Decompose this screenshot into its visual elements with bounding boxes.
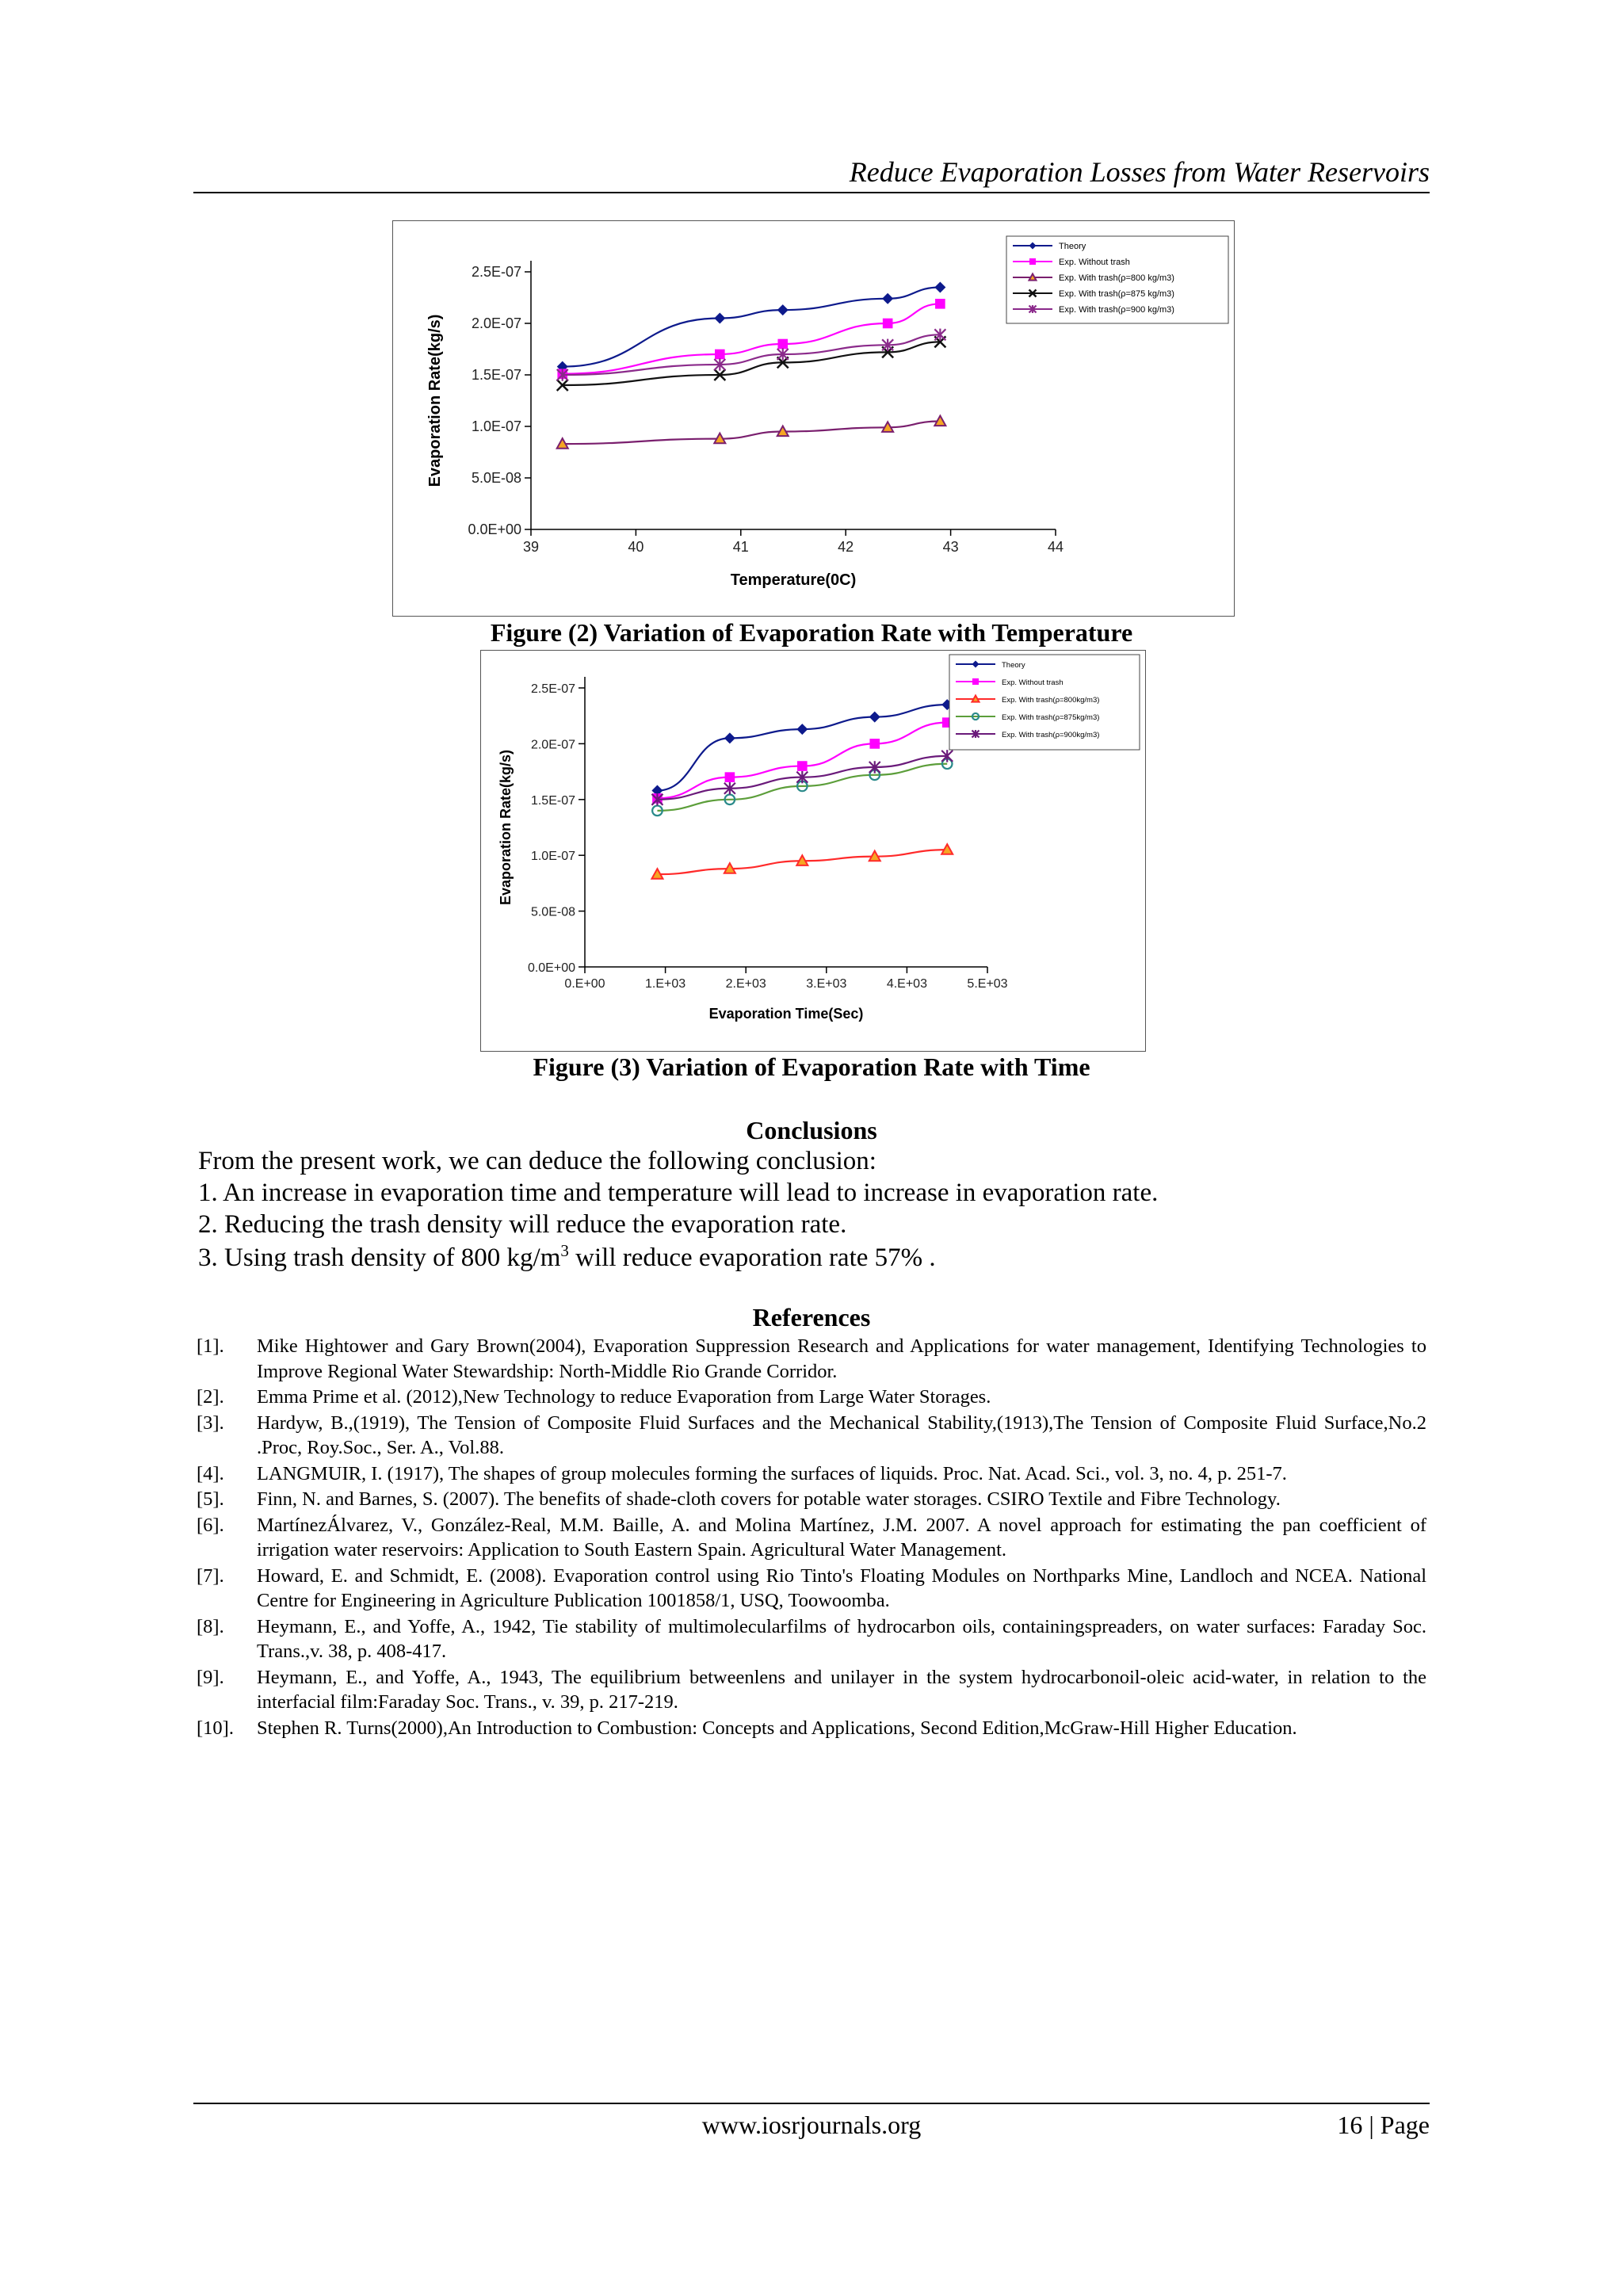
legend-label: Theory bbox=[1002, 661, 1025, 670]
reference-item bbox=[197, 1564, 1426, 1614]
y-tick-label: 2.5E-07 bbox=[471, 264, 521, 280]
reference-number: [8]. bbox=[197, 1615, 224, 1637]
legend-label: Theory bbox=[1059, 242, 1086, 251]
reference-item bbox=[197, 1614, 1426, 1664]
reference-item bbox=[197, 1487, 1426, 1512]
legend-marker bbox=[1029, 258, 1036, 265]
reference-item bbox=[197, 1716, 1426, 1741]
y-tick-label: 2.5E-07 bbox=[530, 682, 575, 696]
data-point bbox=[883, 319, 893, 329]
references-list bbox=[197, 1334, 1426, 1741]
header-rule bbox=[193, 192, 1430, 193]
legend-label: Exp. With trash(ρ=800kg/m3) bbox=[1002, 696, 1100, 705]
reference-number: [10]. bbox=[197, 1717, 234, 1739]
y-axis-label: Evaporation Rate(kg/s) bbox=[426, 314, 444, 487]
reference-number: [1]. bbox=[197, 1335, 224, 1357]
reference-text: Emma Prime et al. (2012),New Technology to reduce Evaporation from Large Water Storages. bbox=[257, 1386, 991, 1408]
x-tick-label: 4.E+03 bbox=[886, 977, 927, 991]
conclusion-item-3 bbox=[198, 1241, 936, 1273]
reference-number: [6]. bbox=[197, 1514, 224, 1536]
y-tick-label: 2.0E-07 bbox=[471, 315, 521, 331]
figure-2-caption: Figure (2) Variation of Evaporation Rate with Temperature bbox=[490, 618, 1133, 647]
figure-3-frame bbox=[480, 650, 1146, 1052]
data-point bbox=[869, 739, 880, 749]
data-point bbox=[725, 772, 735, 782]
x-tick-label: 40 bbox=[628, 539, 644, 555]
reference-text: Mike Hightower and Gary Brown(2004), Evaporation Suppression Research and Applications for water management, Identifying Technologies to Improve Regional Water Stewardship: North-Middle Rio Grande Corridor. bbox=[257, 1335, 1426, 1382]
legend-label: Exp. With trash(ρ=900kg/m3) bbox=[1002, 731, 1100, 739]
legend-label: Exp. With trash(ρ=875 kg/m3) bbox=[1059, 289, 1174, 299]
reference-item bbox=[197, 1513, 1426, 1563]
x-tick-label: 0.E+00 bbox=[564, 977, 605, 991]
conclusion-item-3-superscript: 3 bbox=[560, 1241, 569, 1260]
x-tick-label: 3.E+03 bbox=[806, 977, 847, 991]
figure-3-caption: Figure (3) Variation of Evaporation Rate with Time bbox=[533, 1052, 1090, 1081]
x-tick-label: 39 bbox=[522, 539, 540, 555]
data-point bbox=[715, 350, 725, 360]
conclusion-item-3-text: 3. Using trash density of 800 kg/m bbox=[198, 1244, 561, 1272]
data-point bbox=[797, 761, 808, 771]
x-axis-label: Temperature(0C) bbox=[730, 571, 857, 589]
data-point bbox=[935, 299, 945, 309]
reference-text: Hardyw, B.,(1919), The Tension of Composite Fluid Surfaces and the Mechanical Stability,(1913),The Tension of Composite Fluid Surface,No.2 .Proc, Roy.Soc., Ser. A., Vol.88. bbox=[257, 1412, 1426, 1458]
x-tick-label: 43 bbox=[942, 539, 959, 555]
y-tick-label: 5.0E-08 bbox=[471, 470, 521, 486]
conclusion-item-3-rest: will reduce evaporation rate 57% . bbox=[568, 1244, 936, 1272]
legend-label: Exp. With trash(ρ=875kg/m3) bbox=[1002, 713, 1100, 722]
conclusion-item-2: 2. Reducing the trash density will reduce the evaporation rate. bbox=[198, 1210, 847, 1239]
x-tick-label: 44 bbox=[1047, 539, 1064, 555]
reference-text: Heymann, E., and Yoffe, A., 1943, The equilibrium betweenlens and unilayer in the system hydrocarbonoil-oleic acid-water, in relation to the interfacial film:Faraday Soc. Trans., v. 39, p. 217-219. bbox=[257, 1666, 1426, 1713]
x-tick-label: 41 bbox=[732, 539, 749, 555]
reference-text: Finn, N. and Barnes, S. (2007). The benefits of shade-cloth covers for potable water storages. CSIRO Textile and Fibre Technology. bbox=[257, 1488, 1281, 1510]
legend-marker bbox=[972, 678, 979, 685]
data-point bbox=[777, 339, 788, 350]
figure-3-chart bbox=[480, 650, 1146, 1052]
references-heading: References bbox=[752, 1303, 871, 1331]
x-tick-label: 5.E+03 bbox=[967, 977, 1008, 991]
reference-item bbox=[197, 1385, 1426, 1410]
y-tick-label: 1.5E-07 bbox=[530, 793, 575, 808]
reference-number: [7]. bbox=[197, 1564, 224, 1587]
y-tick-label: 2.0E-07 bbox=[530, 738, 575, 752]
reference-number: [3]. bbox=[197, 1412, 224, 1434]
legend-label: Exp. With trash(ρ=800 kg/m3) bbox=[1059, 273, 1174, 283]
reference-text: Howard, E. and Schmidt, E. (2008). Evaporation control using Rio Tinto's Floating Modules on Northparks Mine, Landloch and NCEA. National Centre for Engineering in Agriculture Publication 1001858/1, USQ, Toowoomba. bbox=[257, 1564, 1426, 1611]
reference-number: [9]. bbox=[197, 1666, 224, 1688]
reference-number: [4]. bbox=[197, 1462, 224, 1484]
y-tick-label: 5.0E-08 bbox=[530, 905, 575, 919]
y-axis-label: Evaporation Rate(kg/s) bbox=[498, 749, 514, 906]
reference-item bbox=[197, 1461, 1426, 1487]
reference-text: LANGMUIR, I. (1917), The shapes of group molecules forming the surfaces of liquids. Proc. Nat. Acad. Sci., vol. 3, no. 4, p. 251-7. bbox=[257, 1462, 1287, 1484]
y-tick-label: 0.0E+00 bbox=[527, 961, 575, 975]
legend-label: Exp. Without trash bbox=[1002, 678, 1064, 687]
figure-2-frame bbox=[392, 220, 1235, 617]
y-tick-label: 0.0E+00 bbox=[468, 521, 521, 537]
footer-page-number: 16 | Page bbox=[1337, 2111, 1430, 2139]
y-tick-label: 1.0E-07 bbox=[530, 850, 575, 864]
reference-text: Heymann, E., and Yoffe, A., 1942, Tie stability of multimolecularfilms of hydrocarbon oils, containingspreaders, on water surfaces: Faraday Soc. Trans.,v. 38, p. 408-417. bbox=[257, 1615, 1426, 1662]
y-tick-label: 1.5E-07 bbox=[471, 367, 521, 383]
x-tick-label: 42 bbox=[838, 539, 854, 555]
y-tick-label: 1.0E-07 bbox=[471, 418, 521, 434]
conclusions-intro: From the present work, we can deduce the following conclusion: bbox=[198, 1147, 876, 1175]
x-tick-label: 1.E+03 bbox=[645, 977, 686, 991]
legend-label: Exp. Without trash bbox=[1059, 258, 1130, 267]
x-axis-label: Evaporation Time(Sec) bbox=[708, 1006, 864, 1022]
reference-number: [5]. bbox=[197, 1488, 224, 1510]
reference-text: Stephen R. Turns(2000),An Introduction to Combustion: Concepts and Applications, Second Edition,McGraw-Hill Higher Education. bbox=[257, 1717, 1297, 1739]
conclusion-item-1: 1. An increase in evaporation time and temperature will lead to increase in evaporation rate. bbox=[198, 1179, 1159, 1207]
running-title: Reduce Evaporation Losses from Water Reservoirs bbox=[849, 156, 1430, 188]
x-tick-label: 2.E+03 bbox=[725, 977, 766, 991]
figure-2-chart bbox=[392, 220, 1235, 617]
reference-item bbox=[197, 1334, 1426, 1384]
reference-number: [2]. bbox=[197, 1386, 224, 1408]
footer-url: www.iosrjournals.org bbox=[701, 2111, 922, 2139]
conclusions-heading: Conclusions bbox=[746, 1116, 877, 1144]
reference-item bbox=[197, 1665, 1426, 1715]
reference-text: MartínezÁlvarez, V., González-Real, M.M. Baille, A. and Molina Martínez, J.M. 2007. A novel approach for estimating the pan coefficient of irrigation water reservoirs: Application to South Eastern Spain. Agricultural Water Management. bbox=[257, 1514, 1426, 1561]
footer-rule bbox=[193, 2103, 1430, 2104]
reference-item bbox=[197, 1411, 1426, 1461]
legend-label: Exp. With trash(ρ=900 kg/m3) bbox=[1059, 305, 1174, 315]
